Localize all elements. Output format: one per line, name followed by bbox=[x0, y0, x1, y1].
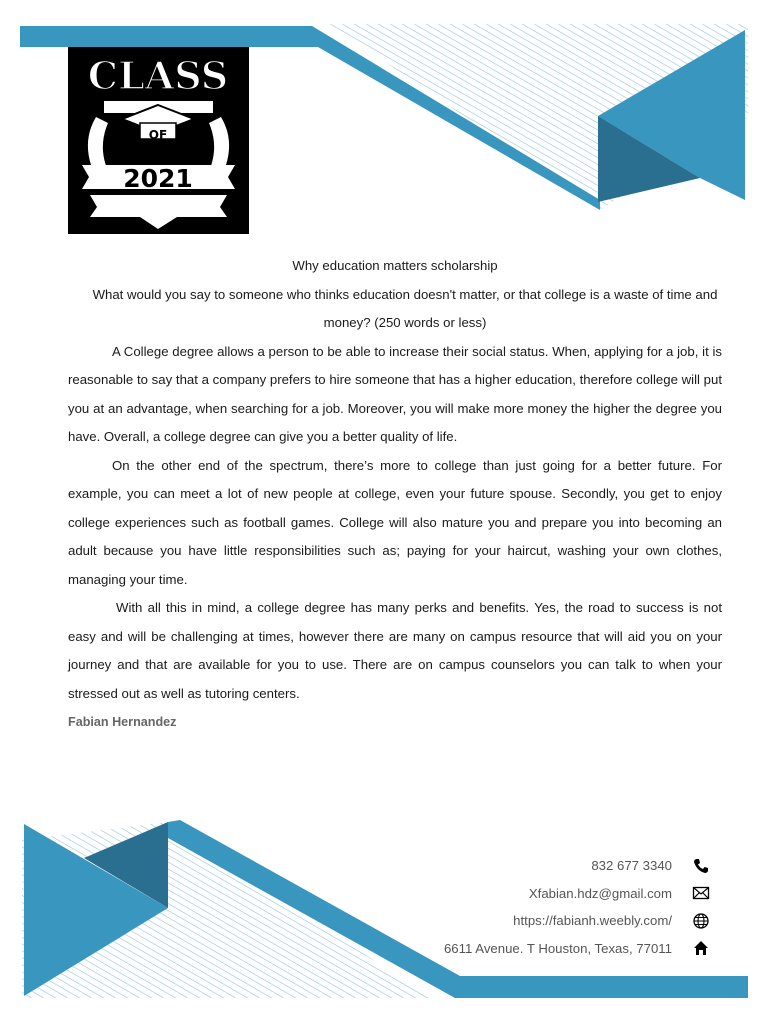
envelope-icon bbox=[692, 884, 710, 902]
contact-info bbox=[290, 852, 710, 962]
phone-icon bbox=[692, 857, 710, 875]
phone-number: 832 677 3340 bbox=[591, 858, 672, 874]
letter-title: Why education matters scholarship bbox=[292, 258, 498, 273]
contact-address-row bbox=[290, 935, 710, 963]
class-of-2021-logo bbox=[68, 47, 249, 234]
essay-question: What would you say to someone who thinks education doesn't matter, or that college is a waste of time and money? (250 words or less) bbox=[92, 286, 718, 330]
website-link[interactable]: https://fabianh.weebly.com/ bbox=[513, 913, 672, 929]
email-address[interactable]: Xfabian.hdz@gmail.com bbox=[528, 885, 672, 901]
paragraph-3: With all this in mind, a college degree has many perks and benefits. Yes, the road to success is not easy and will be challenging at times, however there are many on campus resource that will aid you on your journey and that are available for you to use. There are on campus counselors you can talk to when your stressed out as well as tutoring centers. bbox=[68, 600, 722, 701]
author-name: Fabian Hernandez bbox=[68, 715, 177, 729]
year-text: 2021 bbox=[123, 164, 193, 193]
street-address: 6611 Avenue. T Houston, Texas, 77011 bbox=[443, 940, 672, 956]
paragraph-2: On the other end of the spectrum, there’s more to college than just going for a better future. For example, you can meet a lot of new people at college, even your future spouse. Secondly, you get to enjoy college experiences such as football games. College will also mature you and prepare you into becoming an adult because you have little responsibilities such as; paying for your haircut, washing your own clothes, managing your time. bbox=[68, 457, 722, 587]
home-icon bbox=[692, 939, 710, 957]
globe-icon bbox=[692, 912, 710, 930]
paragraph-1: A College degree allows a person to be able to increase their social status. When, applying for a job, it is reasonable to say that a company prefers to hire someone that has a higher education, therefore college will put you at an advantage, when searching for a job. Moreover, you will make more money the higher the degree you have. Overall, a college degree can give you a better quality of life. bbox=[68, 343, 722, 444]
contact-email-row bbox=[290, 880, 710, 908]
contact-website-row bbox=[290, 907, 710, 935]
contact-phone-row bbox=[290, 852, 710, 880]
letter-body bbox=[68, 252, 722, 737]
of-text: OF bbox=[148, 128, 168, 142]
class-text: CLASS bbox=[87, 53, 229, 98]
